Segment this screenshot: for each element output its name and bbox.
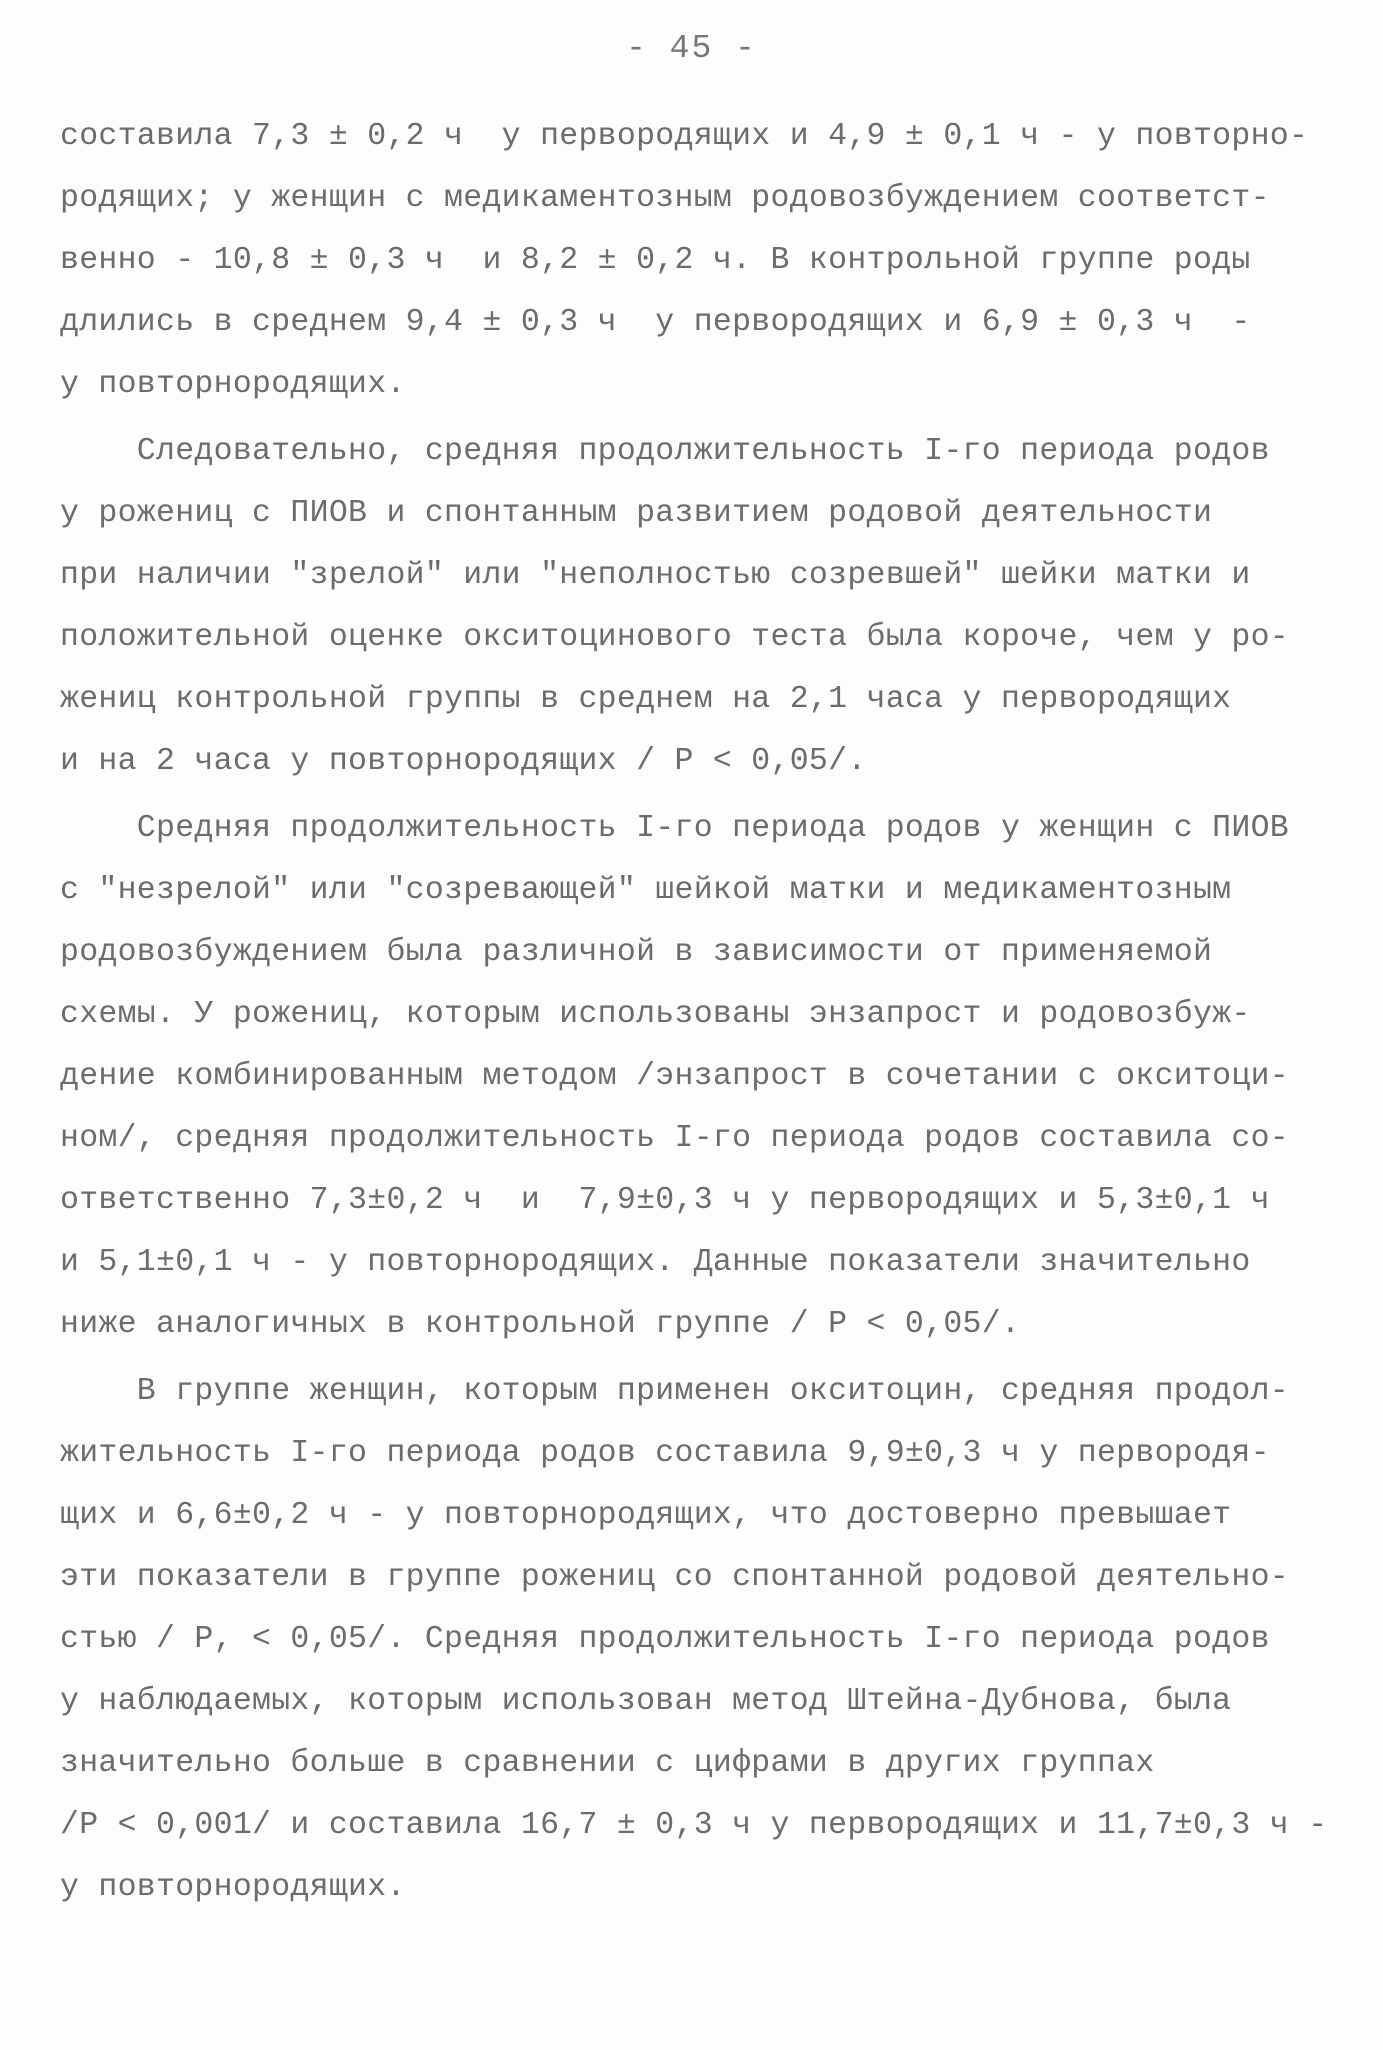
- text-line: у повторнородящих.: [60, 1870, 406, 1905]
- text-line: родовозбуждением была различной в зависимости от применяемой: [60, 935, 1213, 970]
- text-line: венно - 10,8 ± 0,3 ч и 8,2 ± 0,2 ч. В контрольной группе роды: [60, 243, 1251, 278]
- text-line: щих и 6,6±0,2 ч - у повторнородящих, что достоверно превышает: [60, 1498, 1232, 1533]
- text-line: стью / Р, < 0,05/. Средняя продолжительность I-го периода родов: [60, 1622, 1270, 1657]
- text-line: у повторнородящих.: [60, 367, 406, 402]
- text-line: положительной оценке окситоцинового теста была короче, чем у ро-: [60, 620, 1289, 655]
- text-line: при наличии "зрелой" или "неполностью созревшей" шейки матки и: [60, 558, 1251, 593]
- text-line: Следовательно, средняя продолжительность I-го периода родов: [60, 434, 1270, 469]
- text-line: значительно больше в сравнении с цифрами в других группах: [60, 1746, 1155, 1781]
- text-line: и на 2 часа у повторнородящих / Р < 0,05/.: [60, 744, 867, 779]
- page-number: - 45 -: [626, 30, 757, 67]
- text-line: схемы. У рожениц, которым использованы энзапрост и родовозбуж-: [60, 997, 1251, 1032]
- text-line: родящих; у женщин с медикаментозным родовозбуждением соответст-: [60, 181, 1270, 216]
- text-line: составила 7,3 ± 0,2 ч у первородящих и 4,9 ± 0,1 ч - у повторно-: [60, 119, 1309, 154]
- text-line: дение комбинированным методом /энзапрост в сочетании с окситоци-: [60, 1059, 1289, 1094]
- text-line: и 5,1±0,1 ч - у повторнородящих. Данные показатели значительно: [60, 1245, 1251, 1280]
- text-line: ниже аналогичных в контрольной группе / Р < 0,05/.: [60, 1307, 1021, 1342]
- text-line: у наблюдаемых, которым использован метод Штейна-Дубнова, была: [60, 1684, 1232, 1719]
- text-line: с "незрелой" или "созревающей" шейкой матки и медикаментозным: [60, 873, 1232, 908]
- text-line: жениц контрольной группы в среднем на 2,1 часа у первородящих: [60, 682, 1232, 717]
- text-line: /Р < 0,001/ и составила 16,7 ± 0,3 ч у первородящих и 11,7±0,3 ч -: [60, 1808, 1328, 1843]
- text-line: у рожениц с ПИОВ и спонтанным развитием родовой деятельности: [60, 496, 1213, 531]
- text-line: Средняя продолжительность I-го периода родов у женщин с ПИОВ: [60, 811, 1289, 846]
- text-line: В группе женщин, которым применен окситоцин, средняя продол-: [60, 1374, 1289, 1409]
- text-line: эти показатели в группе рожениц со спонтанной родовой деятельно-: [60, 1560, 1289, 1595]
- text-line: жительность I-го периода родов составила 9,9±0,3 ч у первородя-: [60, 1436, 1270, 1471]
- text-line: длились в среднем 9,4 ± 0,3 ч у первородящих и 6,9 ± 0,3 ч -: [60, 305, 1251, 340]
- text-line: ном/, средняя продолжительность I-го периода родов составила со-: [60, 1121, 1289, 1156]
- text-line: ответственно 7,3±0,2 ч и 7,9±0,3 ч у первородящих и 5,3±0,1 ч: [60, 1183, 1270, 1218]
